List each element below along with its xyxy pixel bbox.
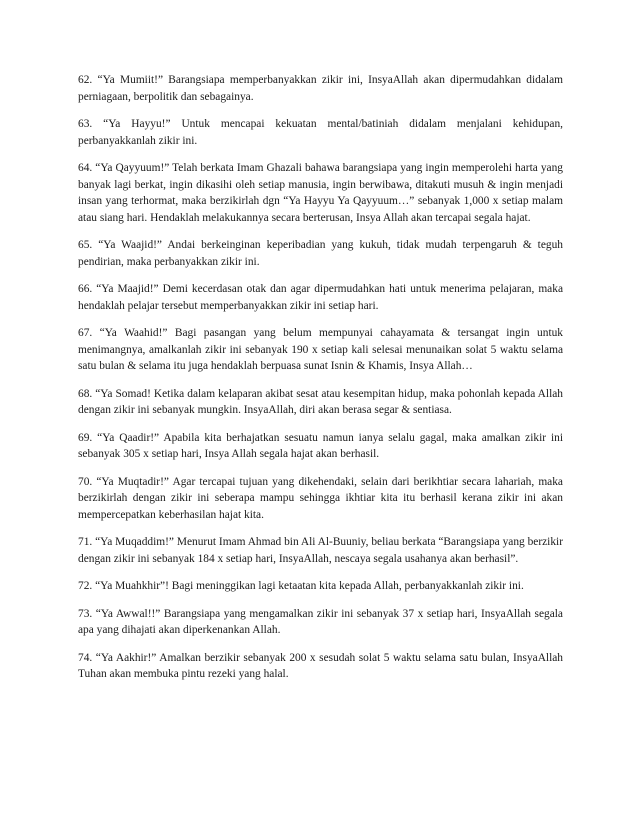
paragraph-68: 68. “Ya Somad! Ketika dalam kelaparan akibat sesat atau kesempitan hidup, maka pohonlah kepada Allah dengan zikir ini sebanyak mungkin. InsyaAllah, diri akan berasa segar & sentiasa.	[78, 387, 563, 417]
document-body	[78, 72, 563, 694]
paragraph-73: 73. “Ya Awwal!!” Barangsiapa yang mengamalkan zikir ini sebanyak 37 x setiap hari, InsyaAllah segala apa yang dihajati akan diperkenankan Allah.	[78, 607, 563, 637]
paragraph-65: 65. “Ya Waajid!” Andai berkeinginan keperibadian yang kukuh, tidak mudah terpengaruh & teguh pendirian, maka perbanyakkan zikir ini.	[78, 239, 563, 268]
paragraph-62: 62. “Ya Mumiit!” Barangsiapa memperbanyakkan zikir ini, InsyaAllah akan dipermudahkan didalam perniagaan, berpolitik dan sebagainya.	[78, 74, 563, 103]
paragraph-71: 71. “Ya Muqaddim!” Menurut Imam Ahmad bin Ali Al-Buuniy, beliau berkata “Barangsiapa yang berzikir dengan zikir ini sebanyak 184 x setiap hari, InsyaAllah, nescaya segala usahanya akan berhasil”.	[78, 536, 563, 565]
paragraph-63: 63. “Ya Hayyu!” Untuk mencapai kekuatan mental/batiniah didalam menjalani kehidupan, perbanyakkanlah zikir ini.	[78, 117, 563, 147]
paragraph-72: 72. “Ya Muahkhir”! Bagi meninggikan lagi ketaatan kita kepada Allah, perbanyakkanlah zikir ini.	[78, 580, 524, 593]
paragraph-69: 69. “Ya Qaadir!” Apabila kita berhajatkan sesuatu namun ianya selalu gagal, maka amalkan zikir ini sebanyak 305 x setiap hari, Insya Allah segala hajat akan berhasil.	[78, 431, 563, 461]
paragraph-66: 66. “Ya Maajid!” Demi kecerdasan otak dan agar dipermudahkan hati untuk menerima pelajaran, maka hendaklah pelajar tersebut memperbanyakkan zikir ini setiap hari.	[78, 283, 563, 312]
paragraph-70: 70. “Ya Muqtadir!” Agar tercapai tujuan yang dikehendaki, selain dari berikhtiar secara lahariah, maka berzikirlah dengan zikir ini seberapa mampu sehingga ikhtiar kita itu berhasil kerana zikir ini akan mempercepatkan keberhasilan hajat kita.	[78, 475, 563, 521]
paragraph-74: 74. “Ya Aakhir!” Amalkan berzikir sebanyak 200 x sesudah solat 5 waktu selama satu bulan, InsyaAllah Tuhan akan membuka pintu rezeki yang halal.	[78, 651, 563, 681]
paragraph-64: 64. “Ya Qayyuum!” Telah berkata Imam Ghazali bahawa barangsiapa yang ingin memperolehi harta yang banyak lagi berkat, ingin dikasihi oleh setiap manusia, ingin berwibawa, ditakuti musuh & ingin menjadi insan yang terhormat, maka berzikirlah dgn “Ya Hayyu Ya Qayyuum…” sebanyak 1,000 x setiap malam atau siang hari. Hendaklah melakukannya secara berterusan, Insya Allah akan tercapai segala hajat.	[78, 161, 563, 224]
paragraph-67: 67. “Ya Waahid!” Bagi pasangan yang belum mempunyai cahayamata & tersangat ingin untuk menimangnya, amalkanlah zikir ini sebanyak 190 x setiap kali selesai menunaikan solat 5 waktu selama satu bulan & selama itu juga hendaklah berpuasa sunat Isnin & Khamis, Insya Allah…	[78, 327, 563, 373]
